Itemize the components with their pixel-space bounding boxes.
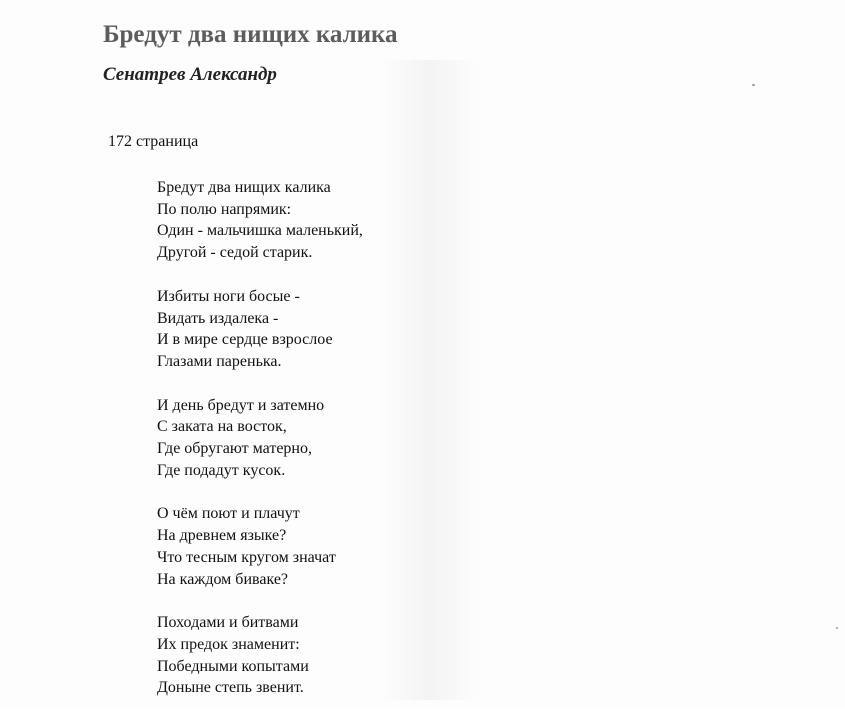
- poem-line: О чём поют и плачут: [157, 505, 300, 523]
- poem-line: Один - мальчишка маленький,: [157, 222, 363, 240]
- poem-body: [157, 177, 363, 721]
- poem-stanza: [157, 503, 363, 590]
- poem-stanza: [157, 612, 363, 699]
- poem-stanza: [157, 177, 363, 264]
- document-title: Бредут два нищих калика: [103, 21, 398, 48]
- scan-speck: [752, 84, 755, 86]
- poem-line: С заката на восток,: [157, 418, 287, 436]
- poem-line: На каждом биваке?: [157, 570, 289, 588]
- poem-line: Что тесным кругом значат: [157, 548, 336, 566]
- poem-line: Походами и битвами: [157, 614, 299, 632]
- poem-line: Их предок знаменит:: [157, 635, 300, 653]
- scan-shading: [380, 60, 480, 700]
- poem-line: И день бредут и затемно: [157, 396, 325, 414]
- poem-stanza: [157, 286, 363, 373]
- author-name: Сенатрев Александр: [103, 64, 277, 85]
- poem-line: Где подадут кусок.: [157, 461, 286, 479]
- poem-line: Избиты ноги босые -: [157, 287, 300, 305]
- poem-line: Доныне степь звенит.: [157, 679, 304, 697]
- poem-line: На древнем языке?: [157, 527, 287, 545]
- poem-line: И в мире сердце взрослое: [157, 331, 333, 349]
- poem-line: Видать издалека -: [157, 309, 279, 327]
- scan-speck: [836, 627, 838, 629]
- page-number: 172 страница: [108, 133, 199, 150]
- poem-line: По полю напрямик:: [157, 200, 292, 218]
- poem-line: Бредут два нищих калика: [157, 179, 331, 196]
- poem-line: Глазами паренька.: [157, 352, 282, 370]
- poem-line: Победными копытами: [157, 657, 309, 675]
- poem-line: Другой - седой старик.: [157, 244, 313, 262]
- poem-line: Где обругают матерно,: [157, 440, 312, 458]
- poem-stanza: [157, 395, 363, 482]
